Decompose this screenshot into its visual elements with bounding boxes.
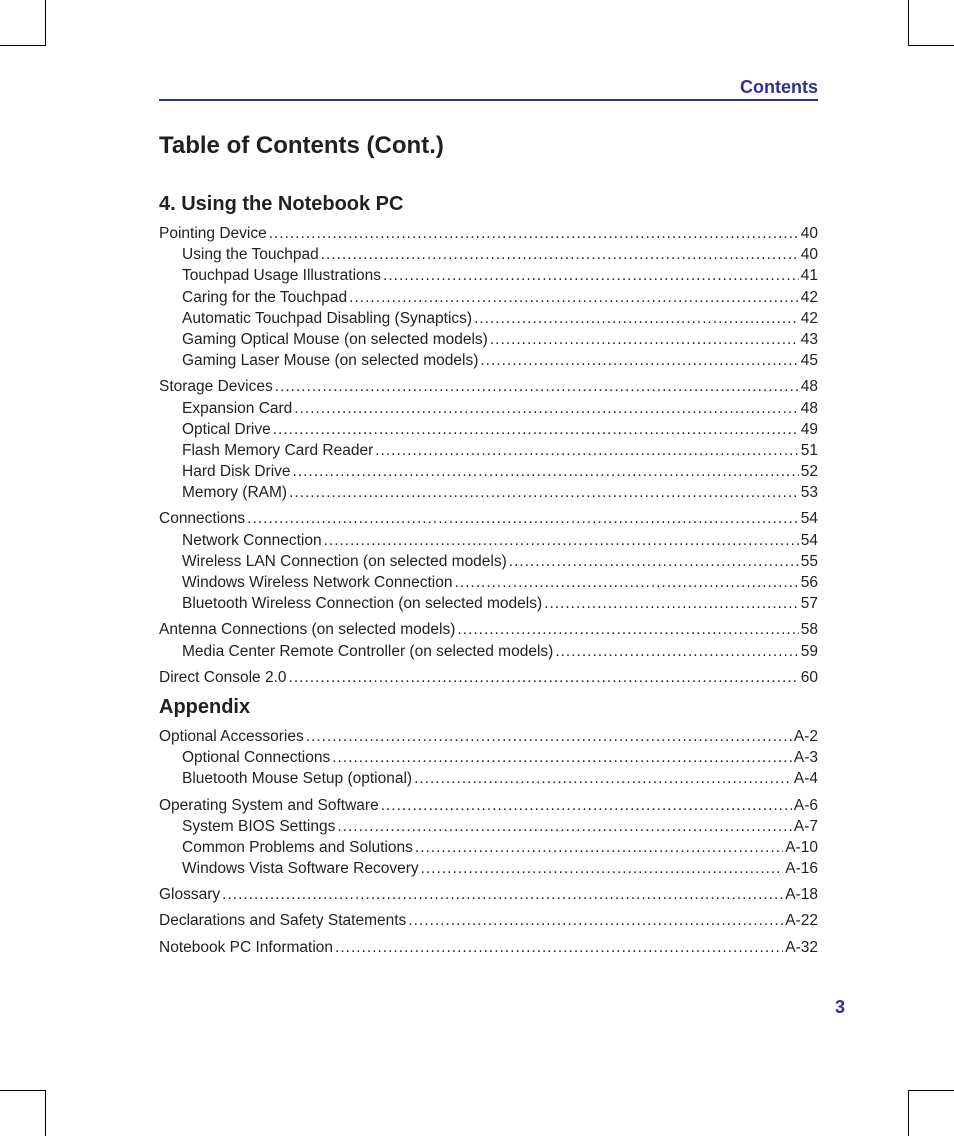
page-number: 3	[834, 997, 845, 1017]
dot-leader	[269, 223, 799, 244]
entry-title: Optical Drive	[182, 420, 271, 438]
toc-entry[interactable]	[159, 726, 818, 747]
toc-subentry[interactable]	[159, 329, 818, 350]
toc-group	[159, 910, 818, 931]
entry-page: 51	[800, 441, 818, 459]
toc-group	[159, 667, 818, 688]
entry-title: Touchpad Usage Illustrations	[182, 267, 382, 285]
toc-entry[interactable]	[159, 667, 818, 688]
entry-title: Hard Disk Drive	[182, 463, 291, 481]
entry-title: Storage Devices	[159, 378, 273, 396]
entry-page: 48	[800, 399, 818, 417]
toc-group	[159, 937, 818, 958]
entry-title: Antenna Connections (on selected models)	[159, 621, 456, 639]
toc-subentry[interactable]	[159, 858, 818, 879]
crop-mark	[45, 1090, 46, 1136]
entry-title: Flash Memory Card Reader	[182, 441, 374, 459]
toc-subentry[interactable]	[159, 287, 818, 308]
entry-title: Wireless LAN Connection (on selected models)	[182, 552, 507, 570]
toc-subentry[interactable]	[159, 265, 818, 286]
entry-title: Caring for the Touchpad	[182, 288, 348, 306]
dot-leader	[247, 508, 799, 529]
entry-page: 58	[800, 621, 818, 639]
entry-page: A-18	[785, 886, 818, 904]
entry-title: Memory (RAM)	[182, 484, 288, 502]
toc-group	[159, 508, 818, 614]
entry-page: 56	[800, 574, 818, 591]
toc-subentry[interactable]	[159, 572, 818, 593]
entry-title: Common Problems and Solutions	[182, 838, 413, 856]
toc-section	[159, 694, 818, 958]
toc-subentry[interactable]	[159, 419, 818, 440]
entry-page: 45	[800, 352, 818, 370]
entry-title: Automatic Touchpad Disabling (Synaptics)	[182, 309, 473, 327]
page-title: Table of Contents (Cont.)	[159, 132, 444, 159]
dot-leader	[293, 461, 799, 482]
entry-title: Notebook PC Information	[159, 938, 334, 956]
entry-title: Bluetooth Wireless Connection (on selected models)	[182, 595, 543, 613]
dot-leader	[383, 265, 799, 286]
entry-page: 54	[800, 510, 818, 528]
entry-page: 53	[800, 484, 818, 502]
toc-entry[interactable]	[159, 795, 818, 816]
toc-subentry[interactable]	[159, 530, 818, 551]
dot-leader	[490, 329, 799, 350]
toc-group	[159, 376, 818, 503]
dot-leader	[381, 795, 792, 816]
entry-page: 41	[800, 267, 818, 285]
entry-title: Windows Wireless Network Connection	[182, 574, 453, 591]
dot-leader	[335, 937, 783, 958]
entry-page: A-4	[793, 770, 818, 788]
toc-subentry[interactable]	[159, 244, 818, 265]
dot-leader	[474, 308, 799, 329]
entry-page: A-10	[785, 838, 818, 856]
entry-page: 42	[800, 288, 818, 306]
entry-title: Optional Connections	[182, 749, 331, 767]
entry-title: Windows Vista Software Recovery	[182, 860, 419, 878]
dot-leader	[457, 619, 798, 640]
entry-page: 40	[800, 225, 818, 242]
header-rule	[159, 99, 818, 101]
crop-mark	[45, 0, 46, 46]
dot-leader	[555, 641, 798, 662]
dot-leader	[289, 482, 799, 503]
toc-subentry[interactable]	[159, 747, 818, 768]
entry-title: System BIOS Settings	[182, 817, 336, 835]
entry-page: A-22	[785, 912, 818, 930]
dot-leader	[454, 572, 798, 593]
dot-leader	[408, 910, 783, 931]
toc-subentry[interactable]	[159, 308, 818, 329]
toc-subentry[interactable]	[159, 551, 818, 572]
dot-leader	[375, 440, 799, 461]
section-heading: Appendix	[159, 695, 251, 718]
toc-subentry[interactable]	[159, 482, 818, 503]
crop-mark	[0, 1090, 46, 1091]
dot-leader	[294, 398, 798, 419]
dot-leader	[222, 884, 783, 905]
entry-page: 54	[800, 531, 818, 549]
entry-page: A-2	[793, 727, 818, 745]
entry-title: Media Center Remote Controller (on selected models)	[182, 642, 554, 660]
entry-page: 57	[800, 595, 818, 613]
toc-subentry[interactable]	[159, 768, 818, 789]
entry-page: 40	[800, 246, 818, 264]
dot-leader	[332, 747, 792, 768]
entry-title: Using the Touchpad	[182, 246, 319, 264]
section-heading: 4. Using the Notebook PC	[159, 193, 404, 215]
entry-title: Bluetooth Mouse Setup (optional)	[182, 770, 413, 788]
crop-mark	[908, 45, 954, 46]
entry-title: Connections	[159, 510, 246, 528]
toc-subentry[interactable]	[159, 440, 818, 461]
entry-page: 48	[800, 378, 818, 396]
toc-entry[interactable]	[159, 910, 818, 931]
entry-page: 60	[800, 668, 818, 686]
dot-leader	[321, 244, 799, 265]
dot-leader	[480, 350, 798, 371]
toc-entry[interactable]	[159, 223, 818, 244]
dot-leader	[421, 858, 784, 879]
toc-group	[159, 223, 818, 371]
toc-subentry[interactable]	[159, 398, 818, 419]
toc-subentry[interactable]	[159, 837, 818, 858]
dot-leader	[414, 768, 792, 789]
entry-title: Gaming Optical Mouse (on selected models)	[182, 330, 488, 348]
dot-leader	[289, 667, 799, 688]
toc-entry[interactable]	[159, 937, 818, 958]
entry-page: A-3	[793, 749, 818, 767]
dot-leader	[275, 376, 799, 397]
toc-subentry[interactable]	[159, 350, 818, 371]
dot-leader	[509, 551, 799, 572]
dot-leader	[324, 530, 799, 551]
toc-subentry[interactable]	[159, 461, 818, 482]
entry-title: Gaming Laser Mouse (on selected models)	[182, 352, 479, 370]
crop-mark	[908, 1090, 954, 1091]
entry-page: A-16	[785, 860, 818, 878]
toc-entry[interactable]	[159, 884, 818, 905]
toc-entry[interactable]	[159, 619, 818, 640]
toc-group	[159, 619, 818, 661]
toc-subentry[interactable]	[159, 816, 818, 837]
entry-title: Declarations and Safety Statements	[159, 912, 407, 930]
entry-title: Optional Accessories	[159, 727, 304, 745]
crop-mark	[908, 0, 909, 46]
entry-page: A-32	[785, 938, 818, 956]
crop-mark	[0, 45, 46, 46]
toc-section	[159, 191, 818, 688]
dot-leader	[544, 593, 799, 614]
dot-leader	[337, 816, 792, 837]
entry-page: A-7	[793, 817, 818, 835]
entry-title: Network Connection	[182, 531, 322, 549]
dot-leader	[273, 419, 799, 440]
running-header: Contents	[740, 77, 818, 97]
entry-page: 55	[800, 552, 818, 570]
toc-group	[159, 726, 818, 790]
entry-page: 42	[800, 309, 818, 327]
entry-title: Pointing Device	[159, 225, 267, 242]
entry-page: 49	[800, 420, 818, 438]
toc-group	[159, 884, 818, 905]
entry-page: A-6	[793, 796, 818, 814]
crop-mark	[908, 1090, 909, 1136]
entry-title: Glossary	[159, 886, 221, 904]
dot-leader	[415, 837, 783, 858]
toc-entry[interactable]	[159, 376, 818, 397]
entry-page: 52	[800, 463, 818, 481]
toc-group	[159, 795, 818, 880]
toc-subentry[interactable]	[159, 593, 818, 614]
dot-leader	[306, 726, 792, 747]
entry-page: 43	[800, 330, 818, 348]
toc-subentry[interactable]	[159, 641, 818, 662]
toc-entry[interactable]	[159, 508, 818, 529]
dot-leader	[349, 287, 799, 308]
entry-page: 59	[800, 642, 818, 660]
entry-title: Direct Console 2.0	[159, 668, 287, 686]
entry-title: Operating System and Software	[159, 796, 379, 814]
table-of-contents	[159, 191, 818, 963]
entry-title: Expansion Card	[182, 399, 293, 417]
